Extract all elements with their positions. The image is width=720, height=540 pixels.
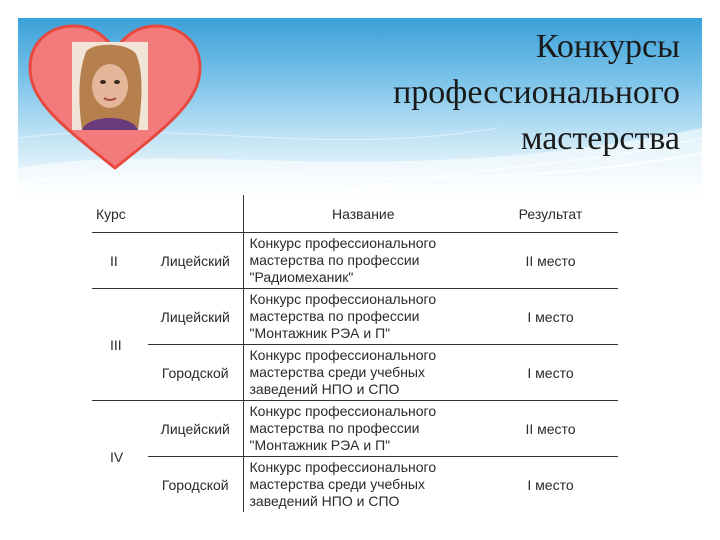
cell-level: Лицейский [148, 289, 243, 345]
header-course: Курс [92, 195, 148, 233]
cell-result: I место [483, 289, 618, 345]
table-row [92, 289, 618, 345]
page-title [320, 24, 680, 162]
cell-result: I место [483, 345, 618, 401]
table-row [92, 401, 618, 457]
student-photo [72, 42, 148, 130]
title-line-1: Конкурсы [535, 28, 680, 65]
cell-name: Конкурс профессионального мастерства среди учебных заведений НПО и СПО [243, 345, 483, 401]
table-row [92, 457, 618, 513]
cell-level: Лицейский [148, 401, 243, 457]
title-line-2: профессионального [393, 74, 680, 111]
cell-course: III [92, 289, 148, 401]
title-line-3: мастерства [520, 120, 680, 157]
cell-name: Конкурс профессионального мастерства по профессии "Монтажник РЭА и П" [243, 289, 483, 345]
cell-name: Конкурс профессионального мастерства по профессии "Монтажник РЭА и П" [243, 401, 483, 457]
cell-course: IV [92, 401, 148, 513]
cell-result: I место [483, 457, 618, 513]
cell-level: Городской [148, 345, 243, 401]
table-row [92, 233, 618, 289]
competitions-table [92, 195, 618, 507]
cell-result: II место [525, 252, 576, 269]
cell-level: Городской [148, 457, 243, 513]
header-result: Результат [483, 195, 618, 233]
cell-result: II место [483, 401, 618, 457]
header-name: Название [243, 195, 483, 233]
cell-name: Конкурс профессионального мастерства по профессии "Радиомеханик" [243, 233, 483, 289]
cell-name: Конкурс профессионального мастерства среди учебных заведений НПО и СПО [243, 457, 483, 513]
cell-level: Лицейский [160, 252, 230, 269]
table-row [92, 345, 618, 401]
cell-course: II [110, 252, 118, 269]
table-header-row [92, 195, 618, 233]
